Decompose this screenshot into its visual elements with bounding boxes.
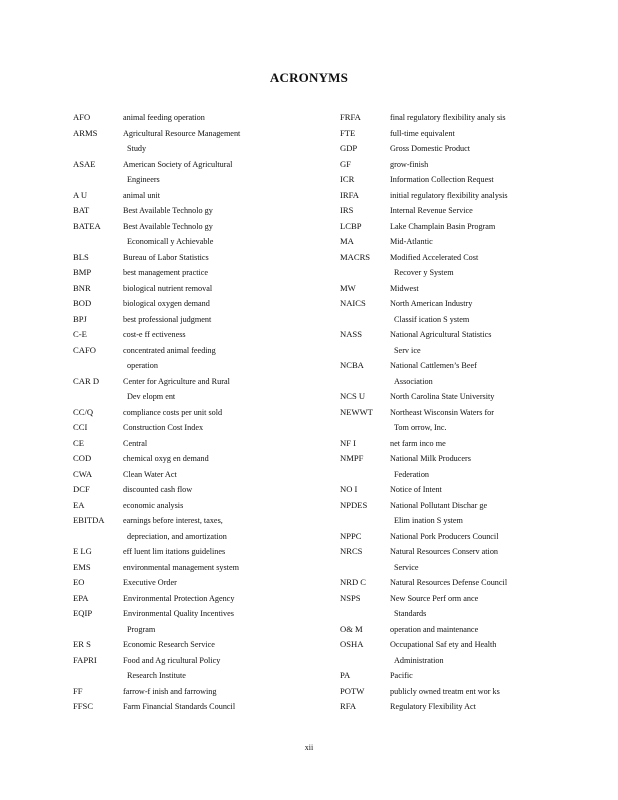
- acronym-definition: [390, 482, 550, 498]
- acronym-entry: [340, 668, 550, 684]
- acronym-definition: [123, 405, 343, 421]
- acronym-entry: [73, 126, 343, 157]
- acronym-entry: [73, 265, 343, 281]
- acronym-entry: [340, 405, 550, 436]
- acronym-definition: [123, 637, 343, 653]
- acronym-entry: [340, 203, 550, 219]
- acronym-abbreviation: IRS: [340, 205, 354, 215]
- definition-line: American Society of Agricultural: [123, 159, 233, 169]
- definition-line: Bureau of Labor Statistics: [123, 252, 209, 262]
- definition-line: Federation: [394, 469, 430, 479]
- definition-line: net farm inco me: [390, 438, 446, 448]
- acronym-entry: [73, 436, 343, 452]
- acronym-definition: [390, 281, 550, 297]
- acronym-abbreviation: NPPC: [340, 530, 362, 541]
- acronym-abbreviation: NEWWT: [340, 406, 373, 417]
- acronym-definition: [390, 188, 550, 204]
- acronym-abbreviation: NCBA: [340, 360, 364, 370]
- definition-line: Tom orrow, Inc.: [394, 423, 447, 432]
- definition-line: Midwest: [390, 283, 419, 293]
- definition-line: chemical oxyg en demand: [123, 454, 209, 463]
- acronym-abbreviation: EA: [73, 499, 85, 510]
- definition-line: discounted cash flow: [123, 485, 193, 494]
- acronym-definition: [390, 436, 550, 452]
- acronym-entry: [73, 219, 343, 250]
- definition-line: Engineers: [127, 175, 160, 184]
- acronym-abbreviation: EBITDA: [73, 515, 105, 525]
- definition-line: National Milk Producers: [390, 454, 471, 463]
- acronym-definition: [123, 250, 343, 266]
- acronym-abbreviation: FRFA: [340, 112, 361, 122]
- acronym-definition: [123, 482, 343, 498]
- definition-line: compliance costs per unit sold: [123, 407, 223, 417]
- acronym-abbreviation: CAFO: [73, 344, 96, 355]
- acronym-entry: [73, 575, 343, 591]
- definition-line: Northeast Wisconsin Waters for: [390, 407, 494, 417]
- acronym-abbreviation: NF I: [340, 437, 356, 448]
- acronym-entry: [73, 560, 343, 576]
- acronym-entry: [340, 126, 550, 142]
- definition-line: environmental management system: [123, 562, 239, 572]
- acronym-abbreviation: BOD: [73, 298, 92, 308]
- definition-line: Central: [123, 438, 148, 448]
- acronym-abbreviation: ARMS: [73, 127, 98, 138]
- definition-line: Program: [127, 624, 156, 634]
- definition-line: eff luent lim itations guidelines: [123, 547, 226, 556]
- acronym-abbreviation: A U: [73, 189, 88, 200]
- definition-line: Lake Champlain Basin Program: [390, 221, 496, 231]
- acronym-entry: [73, 467, 343, 483]
- definition-line: Occupational Saf ety and Health: [390, 640, 497, 649]
- acronym-definition: [390, 529, 550, 545]
- definition-line: Pacific: [390, 671, 413, 680]
- acronym-abbreviation: CCI: [73, 422, 88, 432]
- acronym-definition: [390, 327, 550, 358]
- acronym-entry: [340, 327, 550, 358]
- acronym-abbreviation: BAT: [73, 205, 90, 215]
- acronym-abbreviation: CC/Q: [73, 406, 94, 417]
- acronym-entry: [73, 606, 343, 637]
- acronym-definition: [123, 126, 343, 157]
- acronym-definition: [390, 203, 550, 219]
- acronym-abbreviation: COD: [73, 453, 92, 463]
- definition-line: farrow-f inish and farrowing: [123, 686, 217, 696]
- acronym-abbreviation: NCS U: [340, 391, 366, 401]
- acronym-abbreviation: NSPS: [340, 592, 361, 603]
- acronym-definition: [390, 157, 550, 173]
- acronym-definition: [123, 498, 343, 514]
- acronym-abbreviation: DCF: [73, 484, 90, 494]
- acronym-abbreviation: ASAE: [73, 158, 96, 169]
- acronym-abbreviation: FTE: [340, 127, 356, 138]
- definition-line: Natural Resources Conserv ation: [390, 547, 499, 556]
- acronym-entry: [340, 637, 550, 668]
- acronym-definition: [390, 296, 550, 327]
- definition-line: depreciation, and amortization: [127, 531, 227, 541]
- definition-line: Construction Cost Index: [123, 423, 204, 432]
- acronym-definition: [123, 606, 343, 637]
- acronym-entry: [73, 343, 343, 374]
- acronym-entry: [340, 219, 550, 235]
- acronym-abbreviation: MW: [340, 282, 356, 293]
- acronym-entry: [340, 575, 550, 591]
- acronym-abbreviation: GF: [340, 158, 351, 169]
- acronym-abbreviation: EQIP: [73, 608, 93, 618]
- definition-line: Serv ice: [394, 345, 421, 355]
- acronym-definition: [123, 513, 343, 544]
- acronym-entry: [340, 188, 550, 204]
- acronym-definition: [123, 699, 343, 715]
- definition-line: biological oxygen demand: [123, 299, 210, 308]
- definition-line: Economic Research Service: [123, 640, 215, 649]
- acronym-definition: [390, 234, 550, 250]
- definition-line: Environmental Protection Agency: [123, 593, 235, 603]
- acronym-abbreviation: NPDES: [340, 499, 368, 510]
- acronym-entry: [73, 327, 343, 343]
- acronym-definition: [390, 684, 550, 700]
- acronym-abbreviation: FFSC: [73, 701, 94, 711]
- acronym-abbreviation: BPJ: [73, 313, 87, 324]
- definition-line: initial regulatory flexibility analysis: [390, 190, 508, 200]
- acronym-abbreviation: IRFA: [340, 189, 359, 200]
- definition-line: concentrated animal feeding: [123, 345, 216, 355]
- acronym-entry: [73, 591, 343, 607]
- acronym-entry: [340, 451, 550, 482]
- definition-line: Gross Domestic Product: [390, 144, 471, 153]
- acronym-abbreviation: OSHA: [340, 639, 364, 649]
- definition-line: National Pollutant Dischar ge: [390, 500, 488, 510]
- acronym-definition: [123, 110, 343, 126]
- acronym-definition: [123, 188, 343, 204]
- acronym-abbreviation: NRCS: [340, 546, 363, 556]
- acronym-entry: [73, 374, 343, 405]
- definition-line: Center for Agriculture and Rural: [123, 376, 230, 386]
- acronym-abbreviation: NO I: [340, 484, 358, 494]
- acronym-abbreviation: ER S: [73, 639, 91, 649]
- acronym-abbreviation: BATEA: [73, 220, 101, 231]
- acronym-definition: [390, 141, 550, 157]
- acronym-definition: [390, 544, 550, 575]
- definition-line: Internal Revenue Service: [390, 206, 473, 215]
- definition-line: Clean Water Act: [123, 469, 177, 479]
- acronym-definition: [123, 203, 343, 219]
- acronym-definition: [390, 219, 550, 235]
- acronym-abbreviation: EMS: [73, 561, 91, 572]
- definition-line: Classif ication S ystem: [394, 314, 470, 324]
- acronym-definition: [123, 374, 343, 405]
- acronym-definition: [123, 327, 343, 343]
- acronym-abbreviation: POTW: [340, 685, 365, 696]
- acronym-definition: [123, 544, 343, 560]
- acronym-abbreviation: C-E: [73, 329, 87, 339]
- acronym-definition: [390, 591, 550, 622]
- acronym-entry: [340, 699, 550, 715]
- acronym-abbreviation: O& M: [340, 623, 363, 634]
- definition-line: Notice of Intent: [390, 485, 442, 494]
- definition-line: National Pork Producers Council: [390, 531, 499, 541]
- acronym-abbreviation: NMPF: [340, 453, 364, 463]
- definition-line: Association: [394, 376, 433, 386]
- acronym-definition: [390, 172, 550, 188]
- acronym-definition: [123, 343, 343, 374]
- acronym-entry: [340, 141, 550, 157]
- acronym-entry: [73, 312, 343, 328]
- acronym-entry: [73, 203, 343, 219]
- acronym-entry: [340, 529, 550, 545]
- definition-line: Executive Order: [123, 578, 177, 587]
- definition-line: Standards: [394, 609, 427, 618]
- definition-line: final regulatory flexibility analy sis: [390, 113, 506, 122]
- acronym-abbreviation: FF: [73, 685, 83, 696]
- acronym-definition: [390, 358, 550, 389]
- acronym-abbreviation: EPA: [73, 592, 89, 603]
- acronym-entry: [340, 281, 550, 297]
- definition-line: Dev elopm ent: [127, 392, 176, 401]
- acronym-abbreviation: AFO: [73, 112, 91, 122]
- definition-line: publicly owned treatm ent wor ks: [390, 686, 500, 696]
- acronym-entry: [340, 436, 550, 452]
- acronym-definition: [390, 699, 550, 715]
- page-number: xii: [304, 743, 314, 752]
- acronym-entry: [73, 110, 343, 126]
- acronym-definition: [390, 389, 550, 405]
- definition-line: Modified Accelerated Cost: [390, 252, 479, 262]
- acronym-entry: [340, 296, 550, 327]
- acronym-entry: [73, 544, 343, 560]
- acronym-definition: [390, 637, 550, 668]
- definition-line: operation and maintenance: [390, 624, 479, 634]
- page-title: ACRONYMS: [269, 70, 349, 85]
- definition-line: National Cattlemen’s Beef: [390, 361, 477, 370]
- acronym-definition: [123, 575, 343, 591]
- acronym-definition: [123, 219, 343, 250]
- acronym-definition: [390, 622, 550, 638]
- acronym-definition: [123, 312, 343, 328]
- acronym-entry: [340, 498, 550, 529]
- definition-line: Natural Resources Defense Council: [390, 578, 508, 587]
- acronym-abbreviation: BMP: [73, 267, 92, 277]
- acronym-abbreviation: GDP: [340, 143, 358, 153]
- acronym-abbreviation: E LG: [73, 546, 92, 556]
- acronym-entry: [73, 513, 343, 544]
- acronym-definition: [123, 467, 343, 483]
- definition-line: Best Available Technolo gy: [123, 206, 213, 215]
- acronym-abbreviation: NASS: [340, 329, 362, 339]
- definition-line: Economicall y Achievable: [127, 237, 214, 246]
- acronym-entry: [340, 389, 550, 405]
- definition-line: National Agricultural Statistics: [390, 330, 492, 339]
- acronym-list-left: [73, 110, 343, 715]
- acronym-definition: [123, 436, 343, 452]
- definition-line: best professional judgment: [123, 314, 212, 324]
- definition-line: earnings before interest, taxes,: [123, 516, 223, 525]
- definition-line: North Carolina State University: [390, 392, 495, 401]
- acronym-entry: [340, 358, 550, 389]
- definition-line: grow-finish: [390, 159, 429, 169]
- acronym-abbreviation: MACRS: [340, 251, 371, 262]
- acronym-abbreviation: CE: [73, 437, 84, 448]
- acronym-definition: [390, 668, 550, 684]
- definition-line: best management practice: [123, 268, 209, 277]
- acronym-entry: [340, 544, 550, 575]
- definition-line: full-time equivalent: [390, 128, 455, 138]
- acronym-definition: [390, 575, 550, 591]
- acronym-abbreviation: BNR: [73, 282, 91, 293]
- acronym-abbreviation: CAR D: [73, 375, 100, 386]
- acronym-definition: [390, 250, 550, 281]
- definition-line: Environmental Quality Incentives: [123, 609, 234, 618]
- acronym-definition: [123, 281, 343, 297]
- acronym-entry: [73, 482, 343, 498]
- acronym-definition: [123, 591, 343, 607]
- acronym-definition: [123, 420, 343, 436]
- definition-line: animal feeding operation: [123, 113, 205, 122]
- acronym-list-right: [340, 110, 550, 715]
- acronym-entry: [73, 637, 343, 653]
- acronym-definition: [123, 653, 343, 684]
- acronym-abbreviation: NAICS: [340, 298, 366, 308]
- definition-line: biological nutrient removal: [123, 283, 213, 293]
- definition-line: Service: [394, 562, 419, 572]
- acronym-entry: [340, 482, 550, 498]
- acronym-abbreviation: RFA: [340, 701, 357, 711]
- definition-line: Study: [127, 144, 147, 153]
- acronym-entry: [340, 250, 550, 281]
- definition-line: Administration: [394, 655, 444, 665]
- definition-line: economic analysis: [123, 500, 184, 510]
- acronym-entry: [73, 653, 343, 684]
- acronym-definition: [123, 560, 343, 576]
- acronym-entry: [340, 622, 550, 638]
- definition-line: New Source Perf orm ance: [390, 593, 479, 603]
- acronym-entry: [73, 250, 343, 266]
- acronym-entry: [340, 684, 550, 700]
- acronym-definition: [390, 498, 550, 529]
- definition-line: Best Available Technolo gy: [123, 221, 213, 231]
- acronym-entry: [340, 172, 550, 188]
- acronym-definition: [390, 405, 550, 436]
- acronym-abbreviation: PA: [340, 670, 351, 680]
- acronym-abbreviation: BLS: [73, 251, 89, 262]
- acronym-definition: [123, 451, 343, 467]
- acronym-entry: [73, 296, 343, 312]
- acronym-abbreviation: MA: [340, 236, 354, 246]
- definition-line: Information Collection Request: [390, 175, 494, 184]
- definition-line: Regulatory Flexibility Act: [390, 702, 476, 711]
- acronym-entry: [73, 498, 343, 514]
- definition-line: Mid-Atlantic: [390, 237, 433, 246]
- acronym-definition: [123, 684, 343, 700]
- acronym-entry: [73, 420, 343, 436]
- acronym-definition: [123, 157, 343, 188]
- acronym-abbreviation: EO: [73, 577, 85, 587]
- acronym-definition: [123, 265, 343, 281]
- acronym-definition: [123, 296, 343, 312]
- acronym-entry: [73, 684, 343, 700]
- acronym-definition: [390, 451, 550, 482]
- definition-line: Food and Ag ricultural Policy: [123, 655, 221, 665]
- acronym-entry: [73, 188, 343, 204]
- definition-line: Agricultural Resource Management: [123, 128, 241, 138]
- definition-line: Recover y System: [394, 268, 454, 277]
- acronym-entry: [340, 591, 550, 622]
- definition-line: North American Industry: [390, 299, 473, 308]
- acronym-entry: [73, 405, 343, 421]
- acronym-entry: [73, 451, 343, 467]
- definition-line: Research Institute: [127, 671, 186, 680]
- definition-line: operation: [127, 361, 158, 370]
- definition-line: cost-e ff ectiveness: [123, 330, 186, 339]
- acronym-entry: [340, 110, 550, 126]
- acronym-abbreviation: CWA: [73, 468, 93, 479]
- acronym-entry: [340, 234, 550, 250]
- acronym-entry: [73, 281, 343, 297]
- acronym-abbreviation: FAPRI: [73, 654, 97, 665]
- definition-line: Farm Financial Standards Council: [123, 702, 236, 711]
- acronym-abbreviation: LCBP: [340, 220, 362, 231]
- acronym-entry: [73, 157, 343, 188]
- acronym-abbreviation: NRD C: [340, 577, 367, 587]
- definition-line: animal unit: [123, 190, 161, 200]
- acronym-entry: [73, 699, 343, 715]
- acronym-entry: [340, 157, 550, 173]
- definition-line: Elim ination S ystem: [394, 516, 463, 525]
- acronym-abbreviation: ICR: [340, 174, 355, 184]
- acronym-definition: [390, 110, 550, 126]
- acronym-definition: [390, 126, 550, 142]
